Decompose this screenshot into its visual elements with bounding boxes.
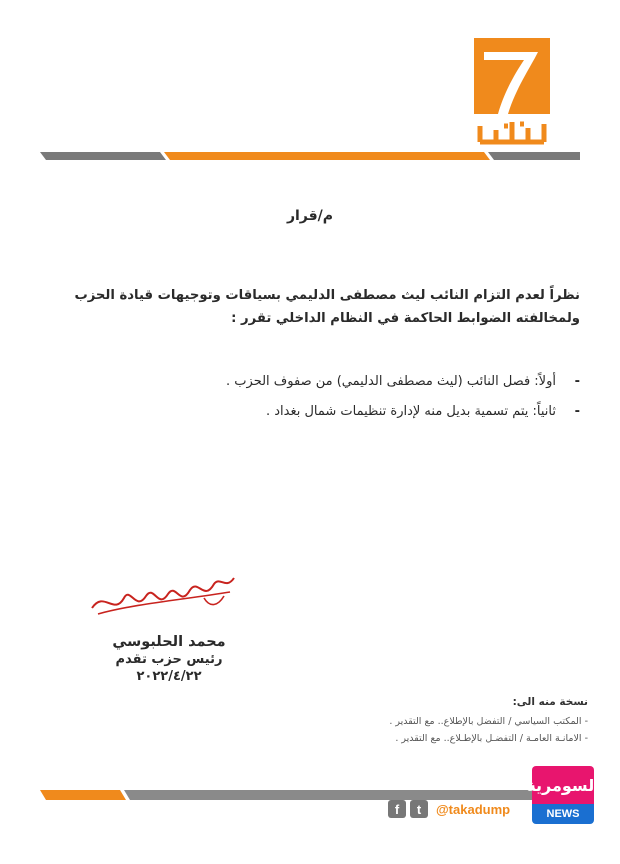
signature-block bbox=[84, 568, 254, 684]
copy-to-line: - المكتب السياسي / التفضل بالإطلاع.. مع التقدير . bbox=[389, 716, 588, 727]
news-watermark bbox=[526, 766, 600, 828]
social-handle[interactable]: @takadump bbox=[436, 801, 511, 817]
facebook-icon[interactable]: f bbox=[388, 800, 406, 818]
social-links bbox=[388, 800, 510, 818]
party-logo bbox=[474, 38, 550, 146]
signatory-title: رئيس حزب تقدم bbox=[115, 652, 223, 667]
handwritten-signature bbox=[84, 568, 244, 628]
header-divider bbox=[40, 152, 580, 160]
footer-divider bbox=[40, 790, 580, 800]
item-bullet: - bbox=[574, 403, 580, 419]
decision-item bbox=[60, 396, 580, 426]
item-bullet: - bbox=[574, 373, 580, 389]
copy-to-heading: نسخة منه الى: bbox=[512, 696, 588, 708]
watermark-logo: السومرية bbox=[532, 766, 594, 804]
copy-to-line: - الامانـة العامـة / التفضـل بالإطـلاع.. مع التقدير . bbox=[395, 733, 588, 744]
document-date: ٢٠٢٢/٤/٢٢ bbox=[136, 669, 202, 684]
decision-reference: م/قرار bbox=[286, 208, 334, 224]
decision-preamble: نظراً لعدم التزام النائب ليث مصطفى الدليمي بسياقات وتوجيهات قيادة الحزب ولمخالفته الضوابط الحاكمة في النظام الداخلي تقرر : bbox=[74, 288, 580, 326]
decision-items bbox=[60, 366, 580, 426]
copy-to-block bbox=[328, 696, 588, 750]
decision-item bbox=[60, 366, 580, 396]
signatory-name: محمد الحلبوسي bbox=[112, 634, 226, 650]
item-text: أولاً: فصل النائب (ليث مصطفى الدليمي) من صفوف الحزب . bbox=[226, 373, 556, 389]
watermark-label: NEWS bbox=[532, 804, 594, 824]
item-text: ثانياً: يتم تسمية بديل منه لإدارة تنظيمات شمال بغداد . bbox=[265, 403, 556, 419]
twitter-icon[interactable]: t bbox=[410, 800, 428, 818]
